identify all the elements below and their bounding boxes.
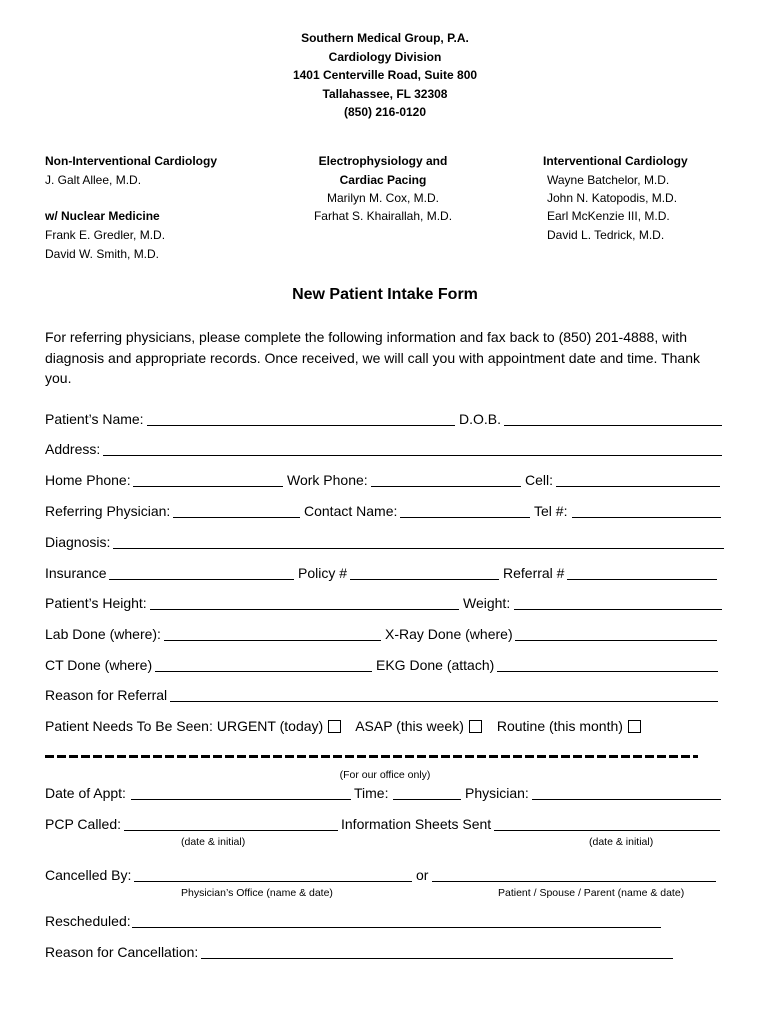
contact-name-field[interactable] — [400, 501, 530, 518]
physician-name: J. Galt Allee, M.D. — [45, 173, 142, 187]
insurance-label: Insurance — [45, 565, 107, 581]
dashed-divider — [45, 755, 698, 758]
tel-field[interactable] — [572, 501, 721, 518]
time-label: Time: — [354, 785, 389, 801]
referring-physician-label: Referring Physician: — [45, 503, 171, 519]
asap-checkbox[interactable] — [469, 720, 482, 733]
physician-label: Physician: — [465, 785, 529, 801]
routine-option-label: Routine (this month) — [496, 718, 623, 734]
weight-field[interactable] — [514, 593, 722, 610]
reason-for-cancellation-label: Reason for Cancellation: — [45, 944, 199, 960]
weight-label: Weight: — [463, 595, 511, 611]
physician-office-hint: Physician’s Office (name & date) — [181, 887, 333, 899]
physician-name: Earl McKenzie III, M.D. — [547, 209, 670, 223]
rescheduled-field[interactable] — [132, 911, 661, 928]
info-sheets-sent-hint: (date & initial) — [589, 836, 654, 848]
patient-hint: Patient / Spouse / Parent (name & date) — [498, 887, 685, 899]
ct-done-label: CT Done (where) — [45, 657, 153, 673]
cancelled-by-label: Cancelled By: — [45, 867, 132, 883]
patient-name-field[interactable] — [147, 409, 455, 426]
asap-option-label: ASAP (this week) — [355, 718, 464, 734]
physician-name: David W. Smith, M.D. — [45, 247, 160, 261]
physician-name: Frank E. Gredler, M.D. — [45, 228, 166, 242]
contact-name-label: Contact Name: — [304, 503, 398, 519]
physician-name: Farhat S. Khairallah, M.D. — [313, 209, 453, 223]
instructions-line: diagnosis and appropriate records. Once received, we will call you with appointment date and time. Thank — [45, 350, 700, 366]
office-use-note: (For our office only) — [339, 769, 431, 781]
diagnosis-label: Diagnosis: — [45, 534, 111, 550]
time-field[interactable] — [393, 783, 461, 800]
work-phone-label: Work Phone: — [287, 472, 368, 488]
lab-done-field[interactable] — [164, 624, 381, 641]
dob-label: D.O.B. — [459, 411, 502, 427]
or-label: or — [416, 867, 429, 883]
cell-label: Cell: — [525, 472, 554, 488]
physician-field[interactable] — [532, 783, 721, 800]
reason-for-cancellation-field[interactable] — [201, 942, 673, 959]
height-label: Patient’s Height: — [45, 595, 147, 611]
ekg-done-label: EKG Done (attach) — [376, 657, 495, 673]
diagnosis-field[interactable] — [113, 532, 724, 549]
referral-field[interactable] — [567, 563, 717, 580]
urgent-checkbox[interactable] — [328, 720, 341, 733]
home-phone-field[interactable] — [133, 470, 283, 487]
insurance-field[interactable] — [109, 563, 294, 580]
instructions-line: For referring physicians, please complete the following information and fax back to (850) 201-4888, with — [45, 329, 688, 345]
lab-done-label: Lab Done (where): — [45, 626, 161, 642]
date-of-appt-label: Date of Appt: — [45, 785, 126, 801]
physician-name: John N. Katopodis, M.D. — [547, 191, 678, 205]
nuclear-medicine-heading: w/ Nuclear Medicine — [45, 209, 160, 223]
city-state-zip: Tallahassee, FL 32308 — [322, 87, 448, 101]
info-sheets-sent-field[interactable] — [494, 814, 720, 831]
xray-done-field[interactable] — [515, 624, 717, 641]
routine-checkbox[interactable] — [628, 720, 641, 733]
physician-name: Wayne Batchelor, M.D. — [547, 173, 670, 187]
division-name: Cardiology Division — [328, 50, 442, 64]
xray-done-label: X-Ray Done (where) — [385, 626, 513, 642]
policy-label: Policy # — [298, 565, 348, 581]
info-sheets-sent-label: Information Sheets Sent — [341, 816, 492, 832]
height-field[interactable] — [150, 593, 459, 610]
electrophysiology-heading-line2: Cardiac Pacing — [339, 173, 427, 187]
cancelled-by-patient-field[interactable] — [432, 865, 716, 882]
physician-name: Marilyn M. Cox, M.D. — [326, 191, 439, 205]
home-phone-label: Home Phone: — [45, 472, 131, 488]
pcp-called-field[interactable] — [124, 814, 338, 831]
ekg-done-field[interactable] — [497, 655, 718, 672]
address-field[interactable] — [103, 439, 722, 456]
org-name: Southern Medical Group, P.A. — [301, 31, 469, 45]
reason-for-referral-label: Reason for Referral — [45, 687, 168, 703]
rescheduled-label: Rescheduled: — [45, 913, 131, 929]
cancelled-by-physician-office-field[interactable] — [134, 865, 412, 882]
referring-physician-field[interactable] — [173, 501, 300, 518]
address-label: Address: — [45, 441, 101, 457]
tel-label: Tel #: — [534, 503, 568, 519]
urgency-prompt: Patient Needs To Be Seen: — [45, 718, 213, 734]
pcp-called-hint: (date & initial) — [181, 836, 246, 848]
form-title: New Patient Intake Form — [292, 286, 478, 303]
cell-field[interactable] — [556, 470, 720, 487]
reason-for-referral-field[interactable] — [170, 685, 718, 702]
policy-field[interactable] — [350, 563, 499, 580]
work-phone-field[interactable] — [371, 470, 521, 487]
pcp-called-label: PCP Called: — [45, 816, 122, 832]
electrophysiology-heading-line1: Electrophysiology and — [318, 154, 448, 168]
physician-name: David L. Tedrick, M.D. — [547, 228, 665, 242]
instructions-line: you. — [45, 370, 72, 386]
patient-name-label: Patient’s Name: — [45, 411, 144, 427]
office-phone: (850) 216-0120 — [343, 105, 427, 119]
street-address: 1401 Centerville Road, Suite 800 — [292, 68, 478, 82]
referral-label: Referral # — [503, 565, 565, 581]
non-interventional-heading: Non-Interventional Cardiology — [45, 154, 218, 168]
dob-field[interactable] — [504, 409, 722, 426]
urgent-option-label: URGENT (today) — [216, 718, 324, 734]
urgency-selector — [45, 716, 641, 736]
ct-done-field[interactable] — [155, 655, 372, 672]
date-of-appt-field[interactable] — [131, 783, 351, 800]
interventional-heading: Interventional Cardiology — [543, 154, 688, 168]
